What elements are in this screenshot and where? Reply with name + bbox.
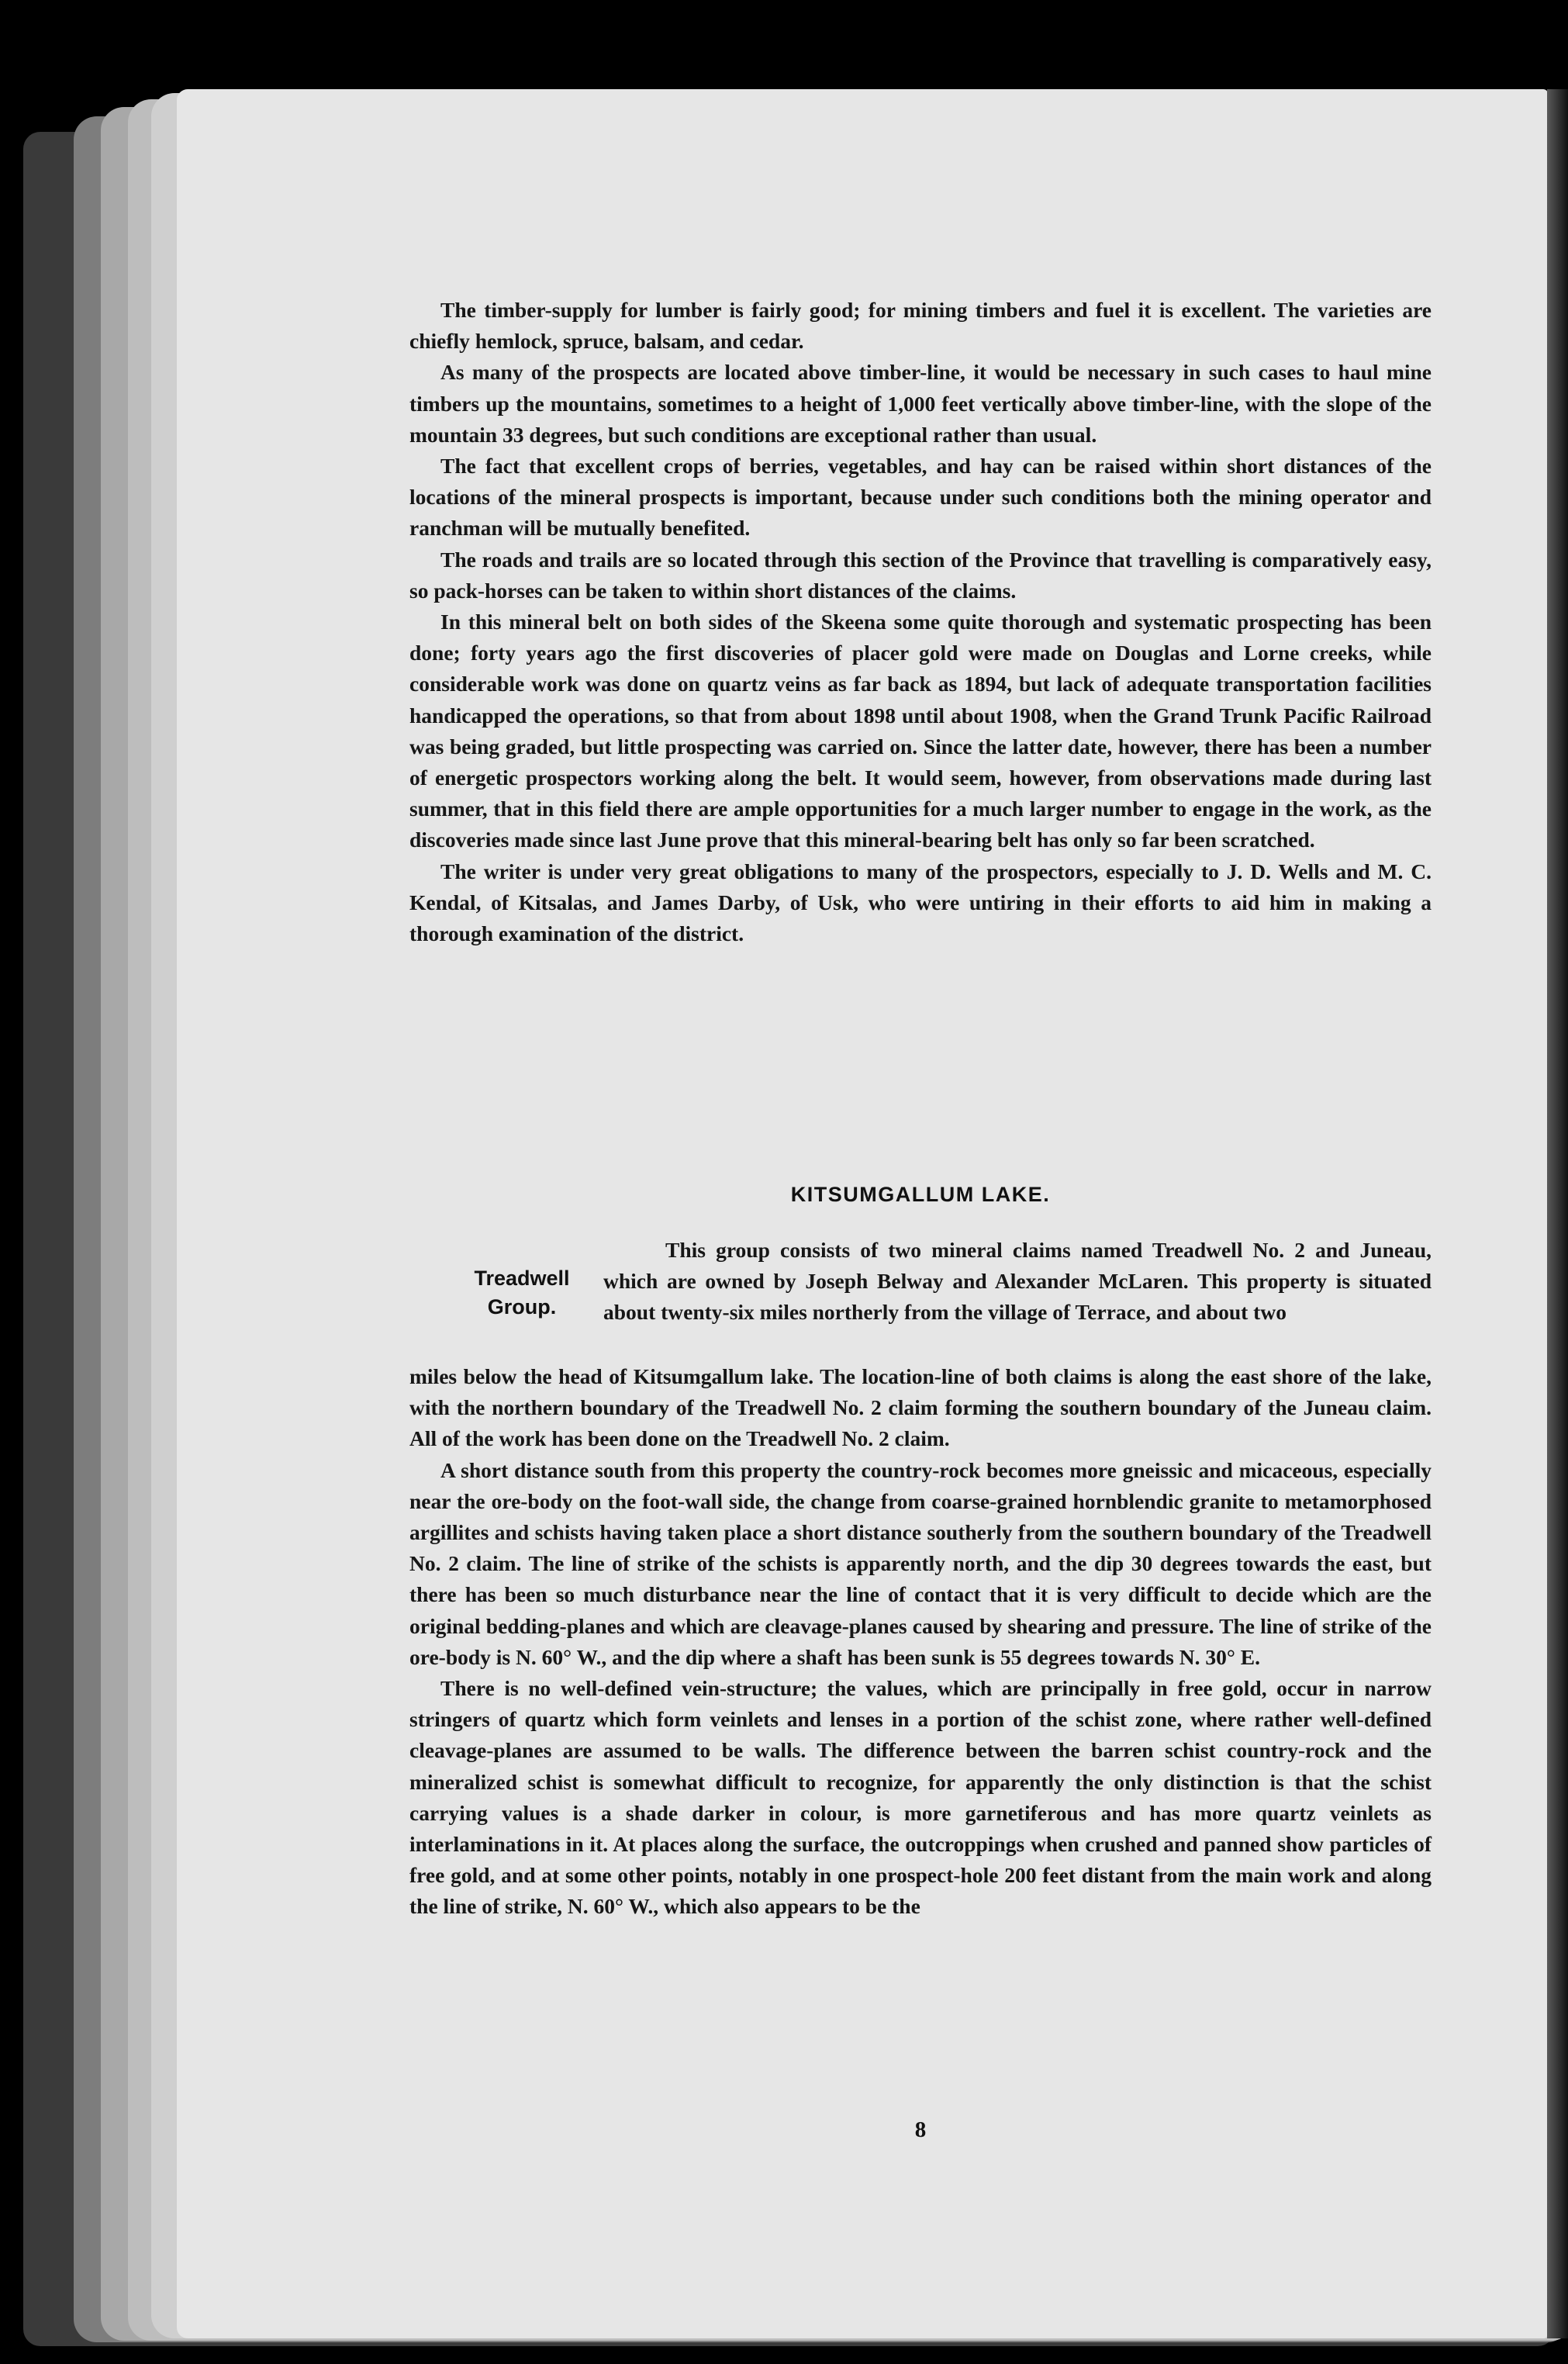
paragraph: There is no well-defined vein-structure; the values, which are principally in free gold, occur in narrow stringers of quartz which form veinlets and lenses in a portion of the schist zone, where rather well-defined cleavage-planes are assumed to be walls. The difference between the barren schist country-rock and the mineralized schist is somewhat difficult to recognize, for apparently the only distinction is that the schist carrying values is a shade darker in colour, is more garnetiferous and has more quartz veinlets as interlaminations in it. At places along the surface, the outcroppings when crushed and panned show particles of free gold, and at some other points, notably in one prospect-hole 200 feet distant from the main work and along the line of strike, N. 60° W., which also appears to be the: [409, 1676, 1432, 1919]
paragraph: A short distance south from this property the country-rock becomes more gneissic and micaceous, especially near the ore-body on the foot-wall side, the change from coarse-grained hornblendic granite to metamorphosed argillites and schists having taken place a short distance southerly from the southern boundary of the Treadwell No. 2 claim. The line of strike of the schists is apparently north, and the dip 30 degrees towards the east, but there has been so much disturbance near the line of contact that it is very difficult to decide which are the original bedding-planes and which are cleavage-planes caused by shearing and pressure. The line of strike of the ore-body is N. 60° W., and the dip where a shaft has been sunk is 55 degrees towards N. 30° E.: [409, 1457, 1432, 1669]
section-heading: KITSUMGALLUM LAKE.: [790, 1183, 1051, 1206]
binding-shadow: [1547, 89, 1568, 2338]
paragraph: As many of the prospects are located above timber-line, it would be necessary in such cases to haul mine timbers up the mountains, sometimes to a height of 1,000 feet vertically above timber-line, with the slope of the mountain 33 degrees, but such conditions are exceptional rather than usual.: [409, 360, 1432, 447]
paragraph: This group consists of two mineral claims named Treadwell No. 2 and Juneau, which are owned by Joseph Belway and Alexander McLaren. This property is situated about twenty-six miles northerly from the village of Terrace, and about two: [603, 1238, 1432, 1325]
side-heading-line: Group.: [487, 1295, 557, 1319]
wrapped-text: [603, 1235, 1432, 1329]
body-text-bottom: [409, 1361, 1432, 1923]
paragraph: The roads and trails are so located through this section of the Province that travelling is comparatively easy, so pack-horses can be taken to within short distances of the claims.: [409, 547, 1432, 603]
body-text-top: [409, 295, 1432, 949]
page-number: 8: [914, 2117, 927, 2142]
side-heading: [448, 1264, 596, 1322]
side-heading-line: Treadwell: [474, 1267, 570, 1290]
paragraph: The fact that excellent crops of berries, vegetables, and hay can be raised within short distances of the locations of the mineral prospects is important, because under such conditions both the mining operator and ranchman will be mutually benefited.: [409, 454, 1432, 541]
paragraph: The timber-supply for lumber is fairly good; for mining timbers and fuel it is excellent. The varieties are chiefly hemlock, spruce, balsam, and cedar.: [409, 298, 1432, 354]
paragraph: In this mineral belt on both sides of the Skeena some quite thorough and systematic prospecting has been done; forty years ago the first discoveries of placer gold were made on Douglas and Lorne creeks, while considerable work was done on quartz veins as far back as 1894, but lack of adequate transportation facilities handicapped the operations, so that from about 1898 until about 1908, when the Grand Trunk Pacific Railroad was being graded, but little prospecting was carried on. Since the latter date, however, there has been a number of energetic prospectors working along the belt. It would seem, however, from observations made during last summer, that in this field there are ample opportunities for a much larger number to engage in the work, as the discoveries made since last June prove that this mineral-bearing belt has only so far been scratched.: [409, 610, 1432, 852]
paragraph: miles below the head of Kitsumgallum lake. The location-line of both claims is along the east shore of the lake, with the northern boundary of the Treadwell No. 2 claim forming the southern boundary of the Juneau claim. All of the work has been done on the Treadwell No. 2 claim.: [409, 1364, 1432, 1451]
paragraph: The writer is under very great obligations to many of the prospectors, especially to J. D. Wells and M. C. Kendal, of Kitsalas, and James Darby, of Usk, who were untiring in their efforts to aid him in making a thorough examination of the district.: [409, 859, 1432, 946]
